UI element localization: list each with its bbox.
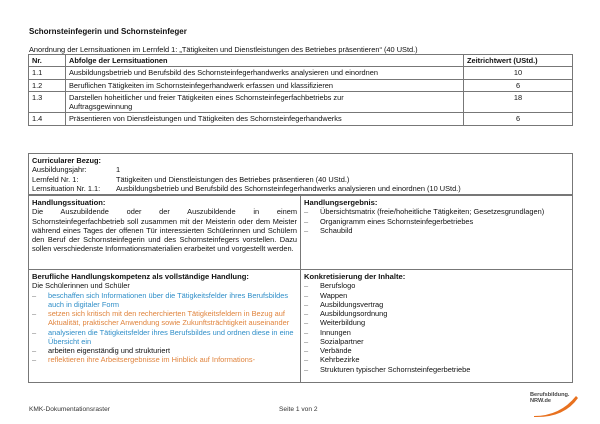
curricularer-bezug-box: [28, 153, 573, 195]
bezug-value: 1: [116, 165, 121, 175]
konkretisierung-list: [304, 281, 569, 374]
row-hours: 6: [464, 113, 573, 125]
row-nr: 1.4: [29, 113, 66, 125]
handlungssituation-text: Die Auszubildende oder der Auszubildende in einem Schornsteinfegerfachbetrieb soll zusammen mit der Meisterin oder dem Meister während eines Tages der offenen Tür interessierten Schülerinnen und Schülern den Beruf der Schornsteinfegerin und des Schornsteinfegers vorstellen. Dazu sollen verschiedenste Informationsmaterialien erarbeitet und vorgestellt werden.: [32, 207, 297, 254]
logo-text: [530, 392, 569, 405]
document-title: Schornsteinfegerin und Schornsteinfeger: [29, 27, 187, 36]
lernsituationen-table: [28, 54, 573, 126]
bezug-label: Lernfeld Nr. 1:: [32, 174, 79, 184]
curricularer-bezug-heading: Curricularer Bezug:: [32, 156, 101, 165]
row-hours: 6: [464, 79, 573, 91]
table-row: [29, 67, 573, 79]
handlungskompetenz-cell: [29, 270, 301, 382]
header-nr: Nr.: [29, 55, 66, 67]
list-item: – analysieren die Tätigkeitsfelder ihres Berufsbildes und ordnen diese in eine Übersicht ein: [32, 328, 297, 347]
list-item: – beschaffen sich Informationen über die Tätigkeitsfelder ihres Berufsbildes auch in digitaler Form: [32, 291, 297, 310]
list-item: – reflektieren ihre Arbeitsergebnisse im Hinblick auf Informations-: [32, 355, 297, 364]
row-title: Präsentieren von Dienstleistungen und Tätigkeiten des Schornsteinfegerhandwerks: [66, 113, 464, 125]
footer-document-label: KMK-Dokumentationsraster: [29, 406, 110, 413]
list-item: – Schaubild: [304, 226, 569, 235]
list-item: – Ausbildungsvertrag: [304, 300, 569, 309]
row-nr: 1.2: [29, 79, 66, 91]
list-item: – Sozialpartner: [304, 337, 569, 346]
bezug-row-lernsituation: [32, 184, 569, 193]
header-abfolge: Abfolge der Lernsituationen: [66, 55, 464, 67]
list-item: – Kehrbezirke: [304, 355, 569, 364]
row-title: Ausbildungsbetrieb und Berufsbild des Schornsteinfegerhandwerks analysieren und einordnen: [66, 67, 464, 79]
list-item: – Organigramm eines Schornsteinfegerbetriebes: [304, 217, 569, 226]
handlungssituation-cell: [29, 196, 301, 270]
list-item: – arbeiten eigenständig und strukturiert: [32, 346, 297, 355]
list-item: – Ausbildungsordnung: [304, 309, 569, 318]
handlungssituation-heading: Handlungssituation:: [32, 198, 106, 207]
list-item: – Innungen: [304, 328, 569, 337]
list-item: – Übersichtsmatrix (freie/hoheitliche Tätigkeiten; Gesetzesgrundlagen): [304, 207, 569, 216]
handlungskompetenz-intro: Die Schülerinnen und Schüler: [32, 281, 130, 291]
table-header-row: [29, 55, 573, 67]
list-item: – Wappen: [304, 291, 569, 300]
handlungsergebnis-cell: [301, 196, 572, 270]
table-row: [29, 113, 573, 125]
table-row: [29, 91, 573, 113]
bezug-row-ausbildungsjahr: [32, 165, 569, 174]
list-item: – Berufslogo: [304, 281, 569, 290]
table-row: [29, 79, 573, 91]
detail-grid: [28, 195, 573, 383]
logo-line-2: NRW.de: [530, 398, 552, 405]
berufsbildung-nrw-logo: [530, 392, 580, 418]
row-hours: 10: [464, 67, 573, 79]
header-zeitrichtwert: Zeitrichtwert (UStd.): [464, 55, 573, 67]
konkretisierung-cell: [301, 270, 572, 382]
handlungsergebnis-heading: Handlungsergebnis:: [304, 198, 378, 207]
handlungsergebnis-list: [304, 207, 569, 235]
row-hours: 18: [464, 91, 573, 113]
bezug-value: Tätigkeiten und Dienstleistungen des Betriebes präsentieren (40 UStd.): [116, 174, 350, 184]
row-nr: 1.3: [29, 91, 66, 113]
row-title: Beruflichen Tätigkeiten im Schornsteinfegerhandwerk erfassen und klassifizieren: [66, 79, 464, 91]
list-item: – Verbände: [304, 346, 569, 355]
bezug-label: Lernsituation Nr. 1.1:: [32, 183, 101, 193]
list-item: – Weiterbildung: [304, 318, 569, 327]
row-title: Darstellen hoheitlicher und freier Tätigkeiten eines Schornsteinfegerfachbetriebs zur Auftragsgewinnung: [66, 91, 464, 113]
bezug-label: Ausbildungsjahr:: [32, 165, 87, 175]
logo-line-1: Berufsbildung.: [530, 392, 570, 398]
table-caption: Anordnung der Lernsituationen im Lernfeld 1: „Tätigkeiten und Dienstleistungen des Betriebes präsentieren“ (40 UStd.): [29, 45, 418, 54]
row-nr: 1.1: [29, 67, 66, 79]
konkretisierung-heading: Konkretisierung der Inhalte:: [304, 272, 406, 281]
list-item: – setzen sich kritisch mit den recherchierten Tätigkeitsfeldern in Bezug auf Aktualität, praktischer Anwendung sowie Zukunftsträchtigkeit auseinander: [32, 309, 297, 328]
bezug-value: Ausbildungsbetrieb und Berufsbild des Schornsteinfegerhandwerks analysieren und einordnen (10 UStd.): [116, 183, 461, 193]
handlungskompetenz-list: [32, 291, 297, 365]
handlungskompetenz-heading: Berufliche Handlungskompetenz als vollständige Handlung:: [32, 272, 249, 281]
footer-page-number: Seite 1 von 2: [279, 406, 318, 413]
bezug-row-lernfeld: [32, 175, 569, 184]
list-item: – Strukturen typischer Schornsteinfegerbetriebe: [304, 365, 569, 374]
